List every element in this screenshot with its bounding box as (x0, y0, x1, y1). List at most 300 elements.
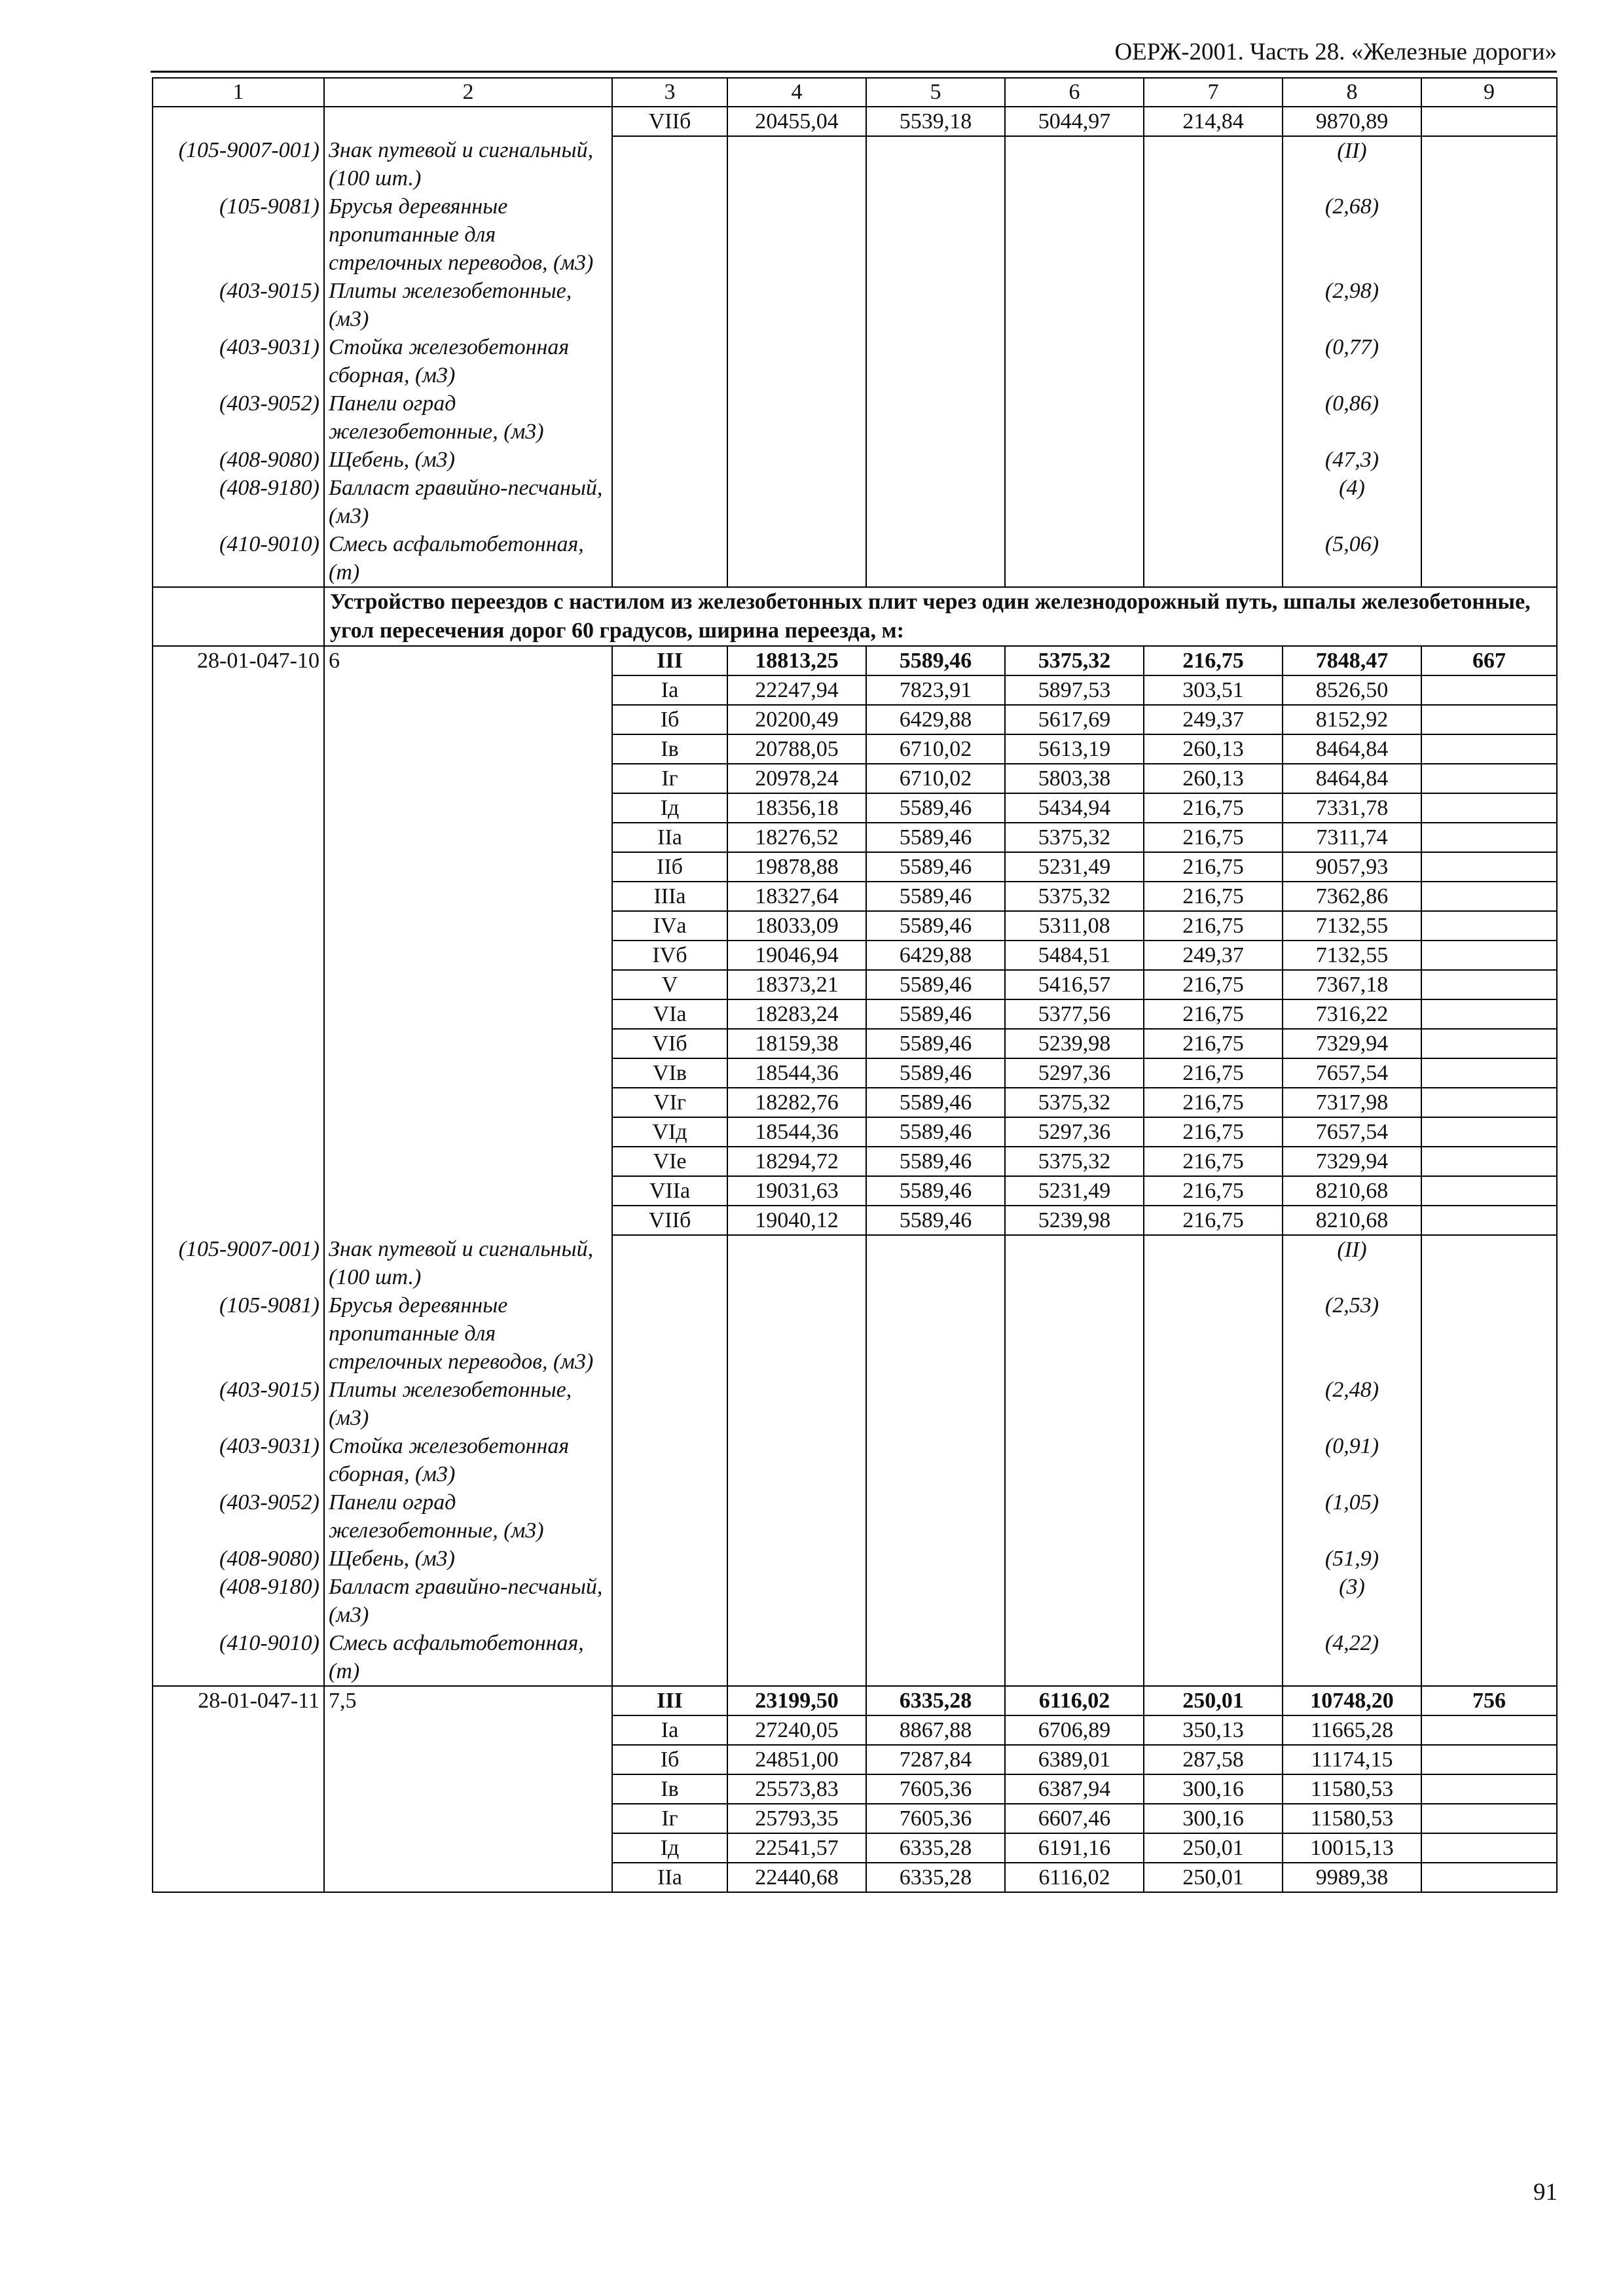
value-cell: 5231,49 (1005, 852, 1144, 882)
empty-cell (612, 1545, 727, 1573)
value-cell: 216,75 (1144, 911, 1283, 941)
rate-row (153, 107, 1557, 136)
rate-code: 28-01-047-10 (153, 646, 324, 675)
rate-row (153, 852, 1557, 882)
rate-row (153, 1176, 1557, 1206)
empty-cell (1005, 530, 1144, 587)
value-cell: 18159,38 (727, 1029, 866, 1058)
empty-cell (866, 446, 1005, 474)
resource-code: (408-9180) (153, 474, 324, 530)
resource-quantity: (2,53) (1283, 1291, 1421, 1376)
zone-cell: VIе (612, 1147, 727, 1176)
empty-cell (866, 333, 1005, 389)
rate-label (324, 675, 612, 705)
empty-cell (612, 389, 727, 446)
resource-name: Знак путевой и сигнальный, (100 шт.) (324, 1235, 612, 1291)
value-cell: 216,75 (1144, 970, 1283, 999)
empty-cell (727, 1235, 866, 1291)
value-cell: 260,13 (1144, 734, 1283, 764)
zone-cell: Iг (612, 764, 727, 793)
empty-cell (1005, 333, 1144, 389)
value-cell: 5897,53 (1005, 675, 1144, 705)
labor-cell (1421, 1774, 1557, 1804)
value-cell: 5589,46 (866, 1176, 1005, 1206)
resource-row (153, 333, 1557, 389)
value-cell: 249,37 (1144, 705, 1283, 734)
empty-cell (1005, 474, 1144, 530)
labor-cell: 756 (1421, 1686, 1557, 1715)
empty-cell (1421, 136, 1557, 192)
value-cell: 5589,46 (866, 1206, 1005, 1235)
labor-cell: 667 (1421, 646, 1557, 675)
empty-cell (1144, 1629, 1283, 1686)
rate-code (153, 1863, 324, 1892)
value-cell: 24851,00 (727, 1745, 866, 1774)
empty-cell (612, 192, 727, 277)
value-cell: 19031,63 (727, 1176, 866, 1206)
value-cell: 5803,38 (1005, 764, 1144, 793)
value-cell: 5589,46 (866, 1147, 1005, 1176)
rate-row (153, 1774, 1557, 1804)
resource-row (153, 474, 1557, 530)
rate-row (153, 1117, 1557, 1147)
empty-cell (866, 1432, 1005, 1488)
resource-name: Балласт гравийно-песчаный, (м3) (324, 1573, 612, 1629)
value-cell: 5239,98 (1005, 1206, 1144, 1235)
resource-code: (403-9031) (153, 333, 324, 389)
rate-code: 28-01-047-11 (153, 1686, 324, 1715)
value-cell: 6429,88 (866, 941, 1005, 970)
value-cell: 5416,57 (1005, 970, 1144, 999)
value-cell: 7317,98 (1283, 1088, 1421, 1117)
resource-quantity: (1,05) (1283, 1488, 1421, 1545)
value-cell: 7132,55 (1283, 941, 1421, 970)
section-title: Устройство переездов с настилом из железобетонных плит через один железнодорожный путь, шпалы железобетонные, угол пересечения дорог 60 градусов, ширина переезда, м: (324, 587, 1557, 646)
rate-row (153, 1804, 1557, 1833)
value-cell: 5589,46 (866, 1058, 1005, 1088)
value-cell: 300,16 (1144, 1774, 1283, 1804)
value-cell: 5617,69 (1005, 705, 1144, 734)
empty-cell (1144, 1235, 1283, 1291)
resource-code: (410-9010) (153, 1629, 324, 1686)
empty-cell (866, 192, 1005, 277)
value-cell: 22440,68 (727, 1863, 866, 1892)
empty-cell (727, 136, 866, 192)
value-cell: 10748,20 (1283, 1686, 1421, 1715)
empty-cell (727, 192, 866, 277)
rate-label (324, 1147, 612, 1176)
value-cell: 7823,91 (866, 675, 1005, 705)
rate-code (153, 1804, 324, 1833)
zone-cell: VIг (612, 1088, 727, 1117)
rates-table (152, 77, 1558, 1893)
resource-code: (408-9080) (153, 446, 324, 474)
empty-cell (866, 1573, 1005, 1629)
value-cell: 20788,05 (727, 734, 866, 764)
rate-code (153, 734, 324, 764)
empty-cell (727, 446, 866, 474)
value-cell: 5239,98 (1005, 1029, 1144, 1058)
column-number: 8 (1283, 78, 1421, 107)
value-cell: 216,75 (1144, 1058, 1283, 1088)
rate-label: 7,5 (324, 1686, 612, 1715)
value-cell: 6191,16 (1005, 1833, 1144, 1863)
empty-cell (1144, 192, 1283, 277)
resource-quantity: (II) (1283, 136, 1421, 192)
value-cell: 5589,46 (866, 970, 1005, 999)
page-number: 91 (1533, 2179, 1558, 2206)
labor-cell (1421, 764, 1557, 793)
empty-cell (866, 1545, 1005, 1573)
empty-cell (1005, 1573, 1144, 1629)
rate-code (153, 1176, 324, 1206)
zone-cell: Iв (612, 734, 727, 764)
empty-cell (727, 1291, 866, 1376)
value-cell: 9989,38 (1283, 1863, 1421, 1892)
rate-code (153, 941, 324, 970)
rate-label (324, 1117, 612, 1147)
value-cell: 5589,46 (866, 646, 1005, 675)
value-cell: 11580,53 (1283, 1804, 1421, 1833)
value-cell: 216,75 (1144, 823, 1283, 852)
value-cell: 5375,32 (1005, 1088, 1144, 1117)
value-cell: 7367,18 (1283, 970, 1421, 999)
rate-code (153, 107, 324, 136)
column-number: 7 (1144, 78, 1283, 107)
empty-cell (866, 1488, 1005, 1545)
value-cell: 7311,74 (1283, 823, 1421, 852)
labor-cell (1421, 1206, 1557, 1235)
resource-name: Плиты железобетонные, (м3) (324, 1376, 612, 1432)
rate-row (153, 1863, 1557, 1892)
empty-cell (866, 474, 1005, 530)
resource-row (153, 1488, 1557, 1545)
value-cell: 6387,94 (1005, 1774, 1144, 1804)
empty-cell (727, 530, 866, 587)
empty-cell (612, 446, 727, 474)
empty-cell (1421, 277, 1557, 333)
rate-label (324, 1804, 612, 1833)
resource-row (153, 389, 1557, 446)
value-cell: 5434,94 (1005, 793, 1144, 823)
rate-code (153, 823, 324, 852)
value-cell: 18356,18 (727, 793, 866, 823)
labor-cell (1421, 970, 1557, 999)
rate-code (153, 1774, 324, 1804)
value-cell: 6335,28 (866, 1833, 1005, 1863)
empty-cell (1005, 389, 1144, 446)
empty-cell (1005, 1291, 1144, 1376)
value-cell: 350,13 (1144, 1715, 1283, 1745)
empty-cell (1421, 474, 1557, 530)
empty-cell (1421, 1291, 1557, 1376)
resource-row (153, 277, 1557, 333)
value-cell: 18276,52 (727, 823, 866, 852)
value-cell: 5589,46 (866, 823, 1005, 852)
empty-cell (612, 1629, 727, 1686)
rate-label (324, 1029, 612, 1058)
zone-cell: Iа (612, 675, 727, 705)
value-cell: 18294,72 (727, 1147, 866, 1176)
rate-label (324, 1863, 612, 1892)
value-cell: 250,01 (1144, 1863, 1283, 1892)
empty-cell (1144, 1545, 1283, 1573)
rate-label (324, 823, 612, 852)
value-cell: 18544,36 (727, 1058, 866, 1088)
empty-cell (866, 277, 1005, 333)
rate-code (153, 1833, 324, 1863)
empty-cell (1421, 389, 1557, 446)
empty-cell (1421, 1488, 1557, 1545)
rate-row (153, 734, 1557, 764)
resource-quantity: (II) (1283, 1235, 1421, 1291)
value-cell: 18327,64 (727, 882, 866, 911)
value-cell: 5484,51 (1005, 941, 1144, 970)
rate-row (153, 764, 1557, 793)
value-cell: 5375,32 (1005, 1147, 1144, 1176)
rate-code (153, 705, 324, 734)
zone-cell: Iб (612, 1745, 727, 1774)
rate-code (153, 1029, 324, 1058)
value-cell: 8867,88 (866, 1715, 1005, 1745)
header-rule (151, 71, 1557, 73)
value-cell: 5589,46 (866, 999, 1005, 1029)
empty-cell (612, 277, 727, 333)
value-cell: 6116,02 (1005, 1686, 1144, 1715)
rate-row (153, 1206, 1557, 1235)
empty-cell (1421, 333, 1557, 389)
rate-row (153, 823, 1557, 852)
labor-cell (1421, 852, 1557, 882)
resource-name: Смесь асфальтобетонная, (т) (324, 1629, 612, 1686)
rate-label (324, 882, 612, 911)
resource-row (153, 1376, 1557, 1432)
rate-code (153, 1206, 324, 1235)
empty-cell (1005, 1545, 1144, 1573)
zone-cell: IVа (612, 911, 727, 941)
empty-cell (1421, 1376, 1557, 1432)
rate-label (324, 764, 612, 793)
value-cell: 18033,09 (727, 911, 866, 941)
value-cell: 18373,21 (727, 970, 866, 999)
empty-cell (727, 1376, 866, 1432)
empty-cell (612, 1291, 727, 1376)
value-cell: 7657,54 (1283, 1117, 1421, 1147)
value-cell: 25793,35 (727, 1804, 866, 1833)
value-cell: 6710,02 (866, 764, 1005, 793)
empty-cell (1144, 1488, 1283, 1545)
value-cell: 6429,88 (866, 705, 1005, 734)
value-cell: 216,75 (1144, 1176, 1283, 1206)
empty-cell (727, 1573, 866, 1629)
rate-label (324, 1774, 612, 1804)
empty-cell (612, 1488, 727, 1545)
value-cell: 8464,84 (1283, 734, 1421, 764)
rate-code (153, 793, 324, 823)
rate-code (153, 970, 324, 999)
empty-cell (612, 1376, 727, 1432)
zone-cell: Iд (612, 793, 727, 823)
zone-cell: Iб (612, 705, 727, 734)
empty-cell (1144, 1376, 1283, 1432)
empty-cell (866, 1235, 1005, 1291)
resource-name: Балласт гравийно-песчаный, (м3) (324, 474, 612, 530)
resource-name: Панели оград железобетонные, (м3) (324, 389, 612, 446)
empty-cell (727, 333, 866, 389)
resource-name: Щебень, (м3) (324, 1545, 612, 1573)
resource-quantity: (2,98) (1283, 277, 1421, 333)
value-cell: 5589,46 (866, 882, 1005, 911)
labor-cell (1421, 107, 1557, 136)
empty-cell (1144, 389, 1283, 446)
zone-cell: VIа (612, 999, 727, 1029)
empty-cell (1421, 446, 1557, 474)
value-cell: 18544,36 (727, 1117, 866, 1147)
resource-row (153, 136, 1557, 192)
resource-code: (403-9015) (153, 1376, 324, 1432)
resource-name: Брусья деревянные пропитанные для стрелочных переводов, (м3) (324, 1291, 612, 1376)
value-cell: 260,13 (1144, 764, 1283, 793)
empty-cell (1144, 277, 1283, 333)
empty-cell (866, 1376, 1005, 1432)
rate-code (153, 911, 324, 941)
rates-table-container (152, 77, 1556, 1893)
rate-row (153, 1058, 1557, 1088)
value-cell: 5297,36 (1005, 1058, 1144, 1088)
resource-name: Смесь асфальтобетонная, (т) (324, 530, 612, 587)
value-cell: 5311,08 (1005, 911, 1144, 941)
empty-cell (1005, 446, 1144, 474)
value-cell: 23199,50 (727, 1686, 866, 1715)
value-cell: 287,58 (1144, 1745, 1283, 1774)
rate-code (153, 852, 324, 882)
resource-quantity: (4,22) (1283, 1629, 1421, 1686)
labor-cell (1421, 1117, 1557, 1147)
value-cell: 8464,84 (1283, 764, 1421, 793)
value-cell: 7329,94 (1283, 1147, 1421, 1176)
empty-cell (1144, 1573, 1283, 1629)
resource-quantity: (51,9) (1283, 1545, 1421, 1573)
empty-cell (612, 474, 727, 530)
empty-cell (1421, 192, 1557, 277)
rate-label (324, 1833, 612, 1863)
value-cell: 10015,13 (1283, 1833, 1421, 1863)
resource-code: (403-9031) (153, 1432, 324, 1488)
empty-cell (727, 474, 866, 530)
empty-cell (612, 333, 727, 389)
value-cell: 7287,84 (866, 1745, 1005, 1774)
zone-cell: VIд (612, 1117, 727, 1147)
value-cell: 5589,46 (866, 911, 1005, 941)
zone-cell: VIIб (612, 107, 727, 136)
value-cell: 5375,32 (1005, 823, 1144, 852)
labor-cell (1421, 1058, 1557, 1088)
value-cell: 216,75 (1144, 999, 1283, 1029)
column-number: 3 (612, 78, 727, 107)
empty-cell (1005, 136, 1144, 192)
labor-cell (1421, 1833, 1557, 1863)
column-number: 5 (866, 78, 1005, 107)
empty-cell (1421, 1432, 1557, 1488)
value-cell: 249,37 (1144, 941, 1283, 970)
rate-label (324, 1206, 612, 1235)
value-cell: 216,75 (1144, 852, 1283, 882)
value-cell: 216,75 (1144, 1206, 1283, 1235)
empty-cell (1421, 1629, 1557, 1686)
value-cell: 8210,68 (1283, 1176, 1421, 1206)
rate-code (153, 1058, 324, 1088)
column-number-row (153, 78, 1557, 107)
empty-cell (1144, 1432, 1283, 1488)
labor-cell (1421, 705, 1557, 734)
rate-code (153, 1715, 324, 1745)
rate-label (324, 107, 612, 136)
value-cell: 8210,68 (1283, 1206, 1421, 1235)
value-cell: 5377,56 (1005, 999, 1144, 1029)
empty-cell (1144, 446, 1283, 474)
resource-quantity: (0,86) (1283, 389, 1421, 446)
empty-cell (1421, 530, 1557, 587)
labor-cell (1421, 823, 1557, 852)
resource-name: Панели оград железобетонные, (м3) (324, 1488, 612, 1545)
rate-code (153, 1088, 324, 1117)
value-cell: 18283,24 (727, 999, 866, 1029)
resource-quantity: (47,3) (1283, 446, 1421, 474)
labor-cell (1421, 734, 1557, 764)
empty-cell (727, 1545, 866, 1573)
value-cell: 5589,46 (866, 1117, 1005, 1147)
value-cell: 11665,28 (1283, 1715, 1421, 1745)
zone-cell: III (612, 1686, 727, 1715)
zone-cell: IIб (612, 852, 727, 882)
resource-quantity: (2,68) (1283, 192, 1421, 277)
empty-cell (1144, 333, 1283, 389)
resource-row (153, 1432, 1557, 1488)
value-cell: 7848,47 (1283, 646, 1421, 675)
resource-name: Знак путевой и сигнальный, (100 шт.) (324, 136, 612, 192)
resource-code: (403-9052) (153, 1488, 324, 1545)
rate-row (153, 646, 1557, 675)
empty-cell (1144, 1291, 1283, 1376)
resource-row (153, 1573, 1557, 1629)
labor-cell (1421, 941, 1557, 970)
value-cell: 5231,49 (1005, 1176, 1144, 1206)
resource-row (153, 530, 1557, 587)
empty-cell (612, 1432, 727, 1488)
resource-code: (105-9081) (153, 1291, 324, 1376)
resource-row (153, 192, 1557, 277)
value-cell: 18282,76 (727, 1088, 866, 1117)
column-number: 1 (153, 78, 324, 107)
rate-row (153, 941, 1557, 970)
rate-row (153, 1715, 1557, 1745)
value-cell: 7132,55 (1283, 911, 1421, 941)
zone-cell: VIв (612, 1058, 727, 1088)
rate-row (153, 1686, 1557, 1715)
value-cell: 6389,01 (1005, 1745, 1144, 1774)
resource-row (153, 446, 1557, 474)
value-cell: 8152,92 (1283, 705, 1421, 734)
column-number: 4 (727, 78, 866, 107)
value-cell: 7657,54 (1283, 1058, 1421, 1088)
rate-row (153, 1147, 1557, 1176)
rate-code (153, 1117, 324, 1147)
empty-cell (727, 389, 866, 446)
value-cell: 25573,83 (727, 1774, 866, 1804)
empty-cell (612, 1235, 727, 1291)
value-cell: 11174,15 (1283, 1745, 1421, 1774)
value-cell: 214,84 (1144, 107, 1283, 136)
